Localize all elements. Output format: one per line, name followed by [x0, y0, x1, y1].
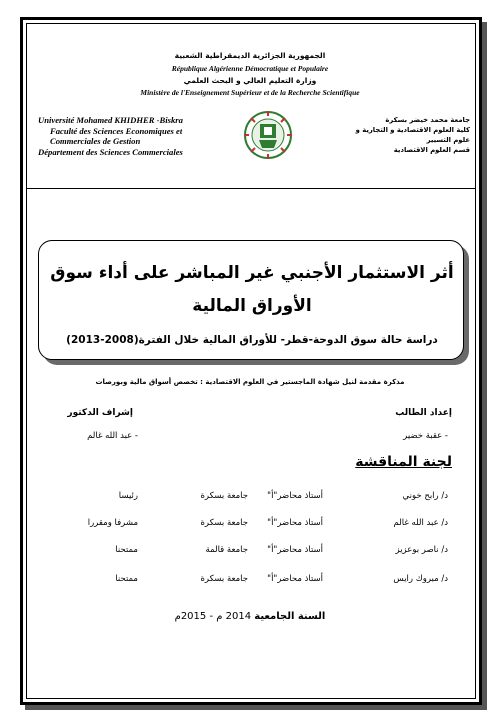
committee-row	[48, 574, 448, 588]
member-name: د/ ناصر بوعزيز	[395, 545, 448, 555]
member-name: د/ عبد الله غالم	[393, 518, 448, 528]
supervisor-label: إشراف الدكتور	[67, 408, 133, 418]
member-rank: أستاذ محاضر"أ"	[267, 545, 323, 555]
supervisor-name: - عبد الله غالم	[87, 431, 138, 441]
university-block-ar	[355, 115, 470, 155]
committee-row	[48, 491, 448, 505]
header-separator	[27, 188, 475, 189]
academic-year	[150, 611, 350, 622]
page-frame-shadow-bottom	[25, 705, 487, 710]
university-ar-line1: جامعة محمد خيضر بسكرة	[385, 116, 470, 124]
committee-title: لجنة المناقشة	[355, 454, 452, 470]
member-university: جامعة بسكرة	[200, 491, 248, 501]
member-name: د/ رابح خوني	[402, 491, 448, 501]
header-republic-ar: الجمهورية الجزائرية الديمقراطية الشعبية	[174, 51, 326, 60]
member-rank: أستاذ محاضر"أ"	[267, 518, 323, 528]
title-box	[38, 240, 464, 360]
member-university: جامعة بسكرة	[200, 518, 248, 528]
university-block-fr	[38, 115, 238, 157]
member-role: رئيسا	[118, 491, 138, 501]
university-fr-line4: Département des Sciences Commerciales	[38, 146, 183, 157]
header-ministry-fr: Ministère de l'Enseignement Supérieur et de la Recherche Scientifique	[140, 88, 360, 97]
university-fr-line3: Commerciales de Gestion	[50, 136, 141, 146]
member-role: ممتحنا	[115, 574, 138, 584]
academic-year-label: السنة الجامعية	[254, 611, 326, 622]
member-rank: أستاذ محاضر"أ"	[267, 574, 323, 584]
committee-row	[48, 518, 448, 532]
thesis-title-line1: أثر الاستثمار الأجنبي غير المباشر على أداء سوق	[50, 263, 454, 283]
university-fr-line1: Université Mohamed KHIDHER -Biskra	[38, 115, 183, 125]
member-role: ممتحنا	[115, 545, 138, 555]
page-frame-shadow-right	[482, 22, 487, 710]
academic-year-value: 2014 م - 2015م	[174, 611, 252, 622]
header-republic-fr: République Algérienne Démocratique et Populaire	[171, 64, 329, 73]
memo-statement: مذكرة مقدمة لنيل شهادة الماجستير في العلوم الاقتصادية : تخصص أسواق مالية وبورصات	[95, 378, 405, 386]
university-logo	[243, 110, 293, 162]
header-ministry-ar: وزارة التعليم العالي و البحث العلمي	[183, 76, 317, 85]
member-university: جامعة قالمة	[205, 545, 248, 555]
member-university: جامعة بسكرة	[200, 574, 248, 584]
member-role: مشرفا ومقررا	[87, 518, 138, 528]
committee-row	[48, 545, 448, 559]
thesis-subtitle: دراسة حالة سوق الدوحة-قطر- للأوراق المالية خلال الفترة(2008-2013)	[66, 334, 438, 346]
university-ar-line3: قسم العلوم الاقتصادية	[393, 146, 470, 154]
thesis-title-line2: الأوراق المالية	[192, 296, 312, 316]
university-ar-line2: كلية العلوم الاقتصادية و التجارية و علوم التسيير	[355, 126, 470, 144]
member-name: د/ مبروك رايس	[393, 574, 448, 584]
member-rank: أستاذ محاضر"أ"	[267, 491, 323, 501]
university-fr-line2: Faculté des Sciences Economiques et	[50, 125, 183, 136]
student-name: - عقبة خضير	[403, 431, 448, 441]
prepared-by-label: إعداد الطالب	[395, 408, 452, 418]
